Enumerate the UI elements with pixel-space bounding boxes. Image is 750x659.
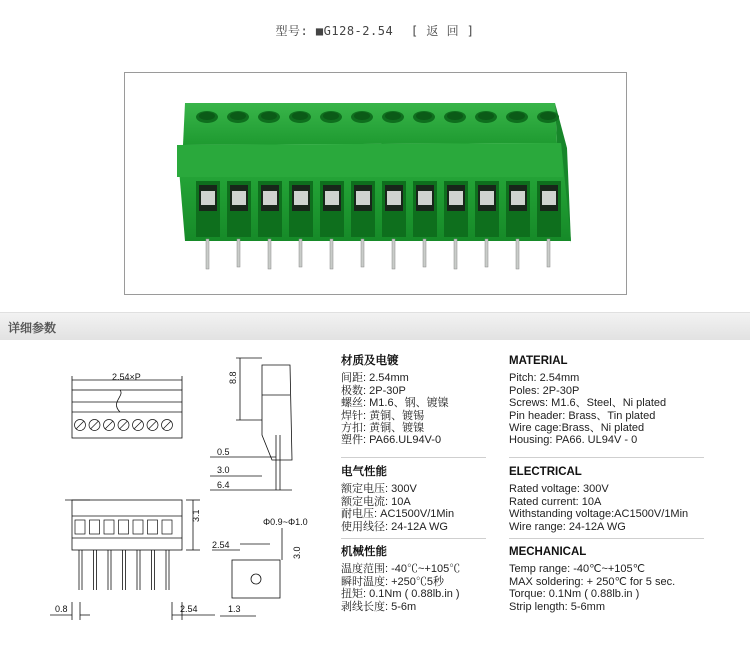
- specs-cn-electrical: [341, 466, 454, 533]
- solder-pin: [237, 239, 240, 267]
- dim-3-0-detail: 3.0: [292, 546, 302, 559]
- cn-electrical-title: 电气性能: [341, 466, 387, 478]
- dim-3-1: 3.1: [191, 509, 201, 522]
- wire-entry: [75, 520, 85, 534]
- en-material-line: Pitch: 2.54mm: [509, 372, 580, 385]
- en-electrical-line: Rated current: 10A: [509, 495, 602, 508]
- cn-mechanical-title: 机械性能: [341, 546, 387, 558]
- back-link[interactable]: [ 返 回 ]: [410, 24, 475, 38]
- cn-mechanical-line: 瞬时温度: +250℃5秒: [341, 575, 445, 588]
- divider: [509, 457, 704, 458]
- en-material-line: Pin header: Brass、Tin plated: [509, 409, 656, 422]
- dim-0-8: 0.8: [55, 604, 68, 614]
- dim-2-54-side: 2.54: [212, 540, 230, 550]
- dim-1-3: 1.3: [228, 604, 241, 614]
- cn-mechanical-line: 温度范围: -40℃~+105℃: [341, 563, 461, 576]
- cn-electrical-line: 额定电流: 10A: [341, 495, 411, 508]
- solder-pin: [454, 239, 457, 269]
- cn-material-line: 焊针: 黄铜、镀锡: [341, 409, 425, 422]
- en-electrical-line: Rated voltage: 300V: [509, 483, 609, 496]
- divider: [341, 538, 486, 539]
- solder-pin: [330, 239, 333, 269]
- dim-3-0: 3.0: [217, 465, 230, 475]
- dim-2-54-bottom: 2.54: [180, 604, 198, 614]
- wire-entry: [162, 520, 172, 534]
- cn-material-line: 极数: 2P-30P: [341, 384, 406, 397]
- section-bar: [0, 312, 750, 340]
- dim-6-4: 6.4: [217, 480, 230, 490]
- technical-drawing: [0, 340, 330, 640]
- terminal-block-image: [125, 73, 628, 296]
- wire-entry: [90, 520, 100, 534]
- cn-mechanical-line: 扭矩: 0.1Nm ( 0.88lb.in ): [341, 588, 460, 601]
- en-material-line: Screws: M1.6、Steel、Ni plated: [509, 397, 667, 410]
- specs-en-electrical: [509, 466, 688, 533]
- cn-material-line: 塑件: PA66.UL94V-0: [341, 434, 442, 447]
- specs-en-material: [509, 355, 666, 447]
- cn-material-line: 间距: 2.54mm: [341, 372, 409, 385]
- en-electrical-line: Wire range: 24-12A WG: [509, 520, 626, 533]
- cn-material-line: 螺丝: M1.6、钢、镀镍: [341, 397, 449, 410]
- wire-entry: [104, 520, 114, 534]
- en-material-title: MATERIAL: [509, 355, 568, 367]
- en-electrical-line: Withstanding voltage:AC1500V/1Min: [509, 508, 689, 521]
- en-material-line: Wire cage:Brass、Ni plated: [509, 422, 645, 435]
- wire-entry: [133, 520, 143, 534]
- solder-pin: [516, 239, 519, 269]
- en-mechanical-line: Torque: 0.1Nm ( 0.88lb.in ): [509, 588, 640, 601]
- cn-electrical-line: 使用线径: 24-12A WG: [341, 520, 448, 533]
- en-material-line: Poles: 2P-30P: [509, 384, 580, 397]
- en-mechanical-line: MAX soldering: + 250℃ for 5 sec.: [509, 575, 676, 588]
- solder-pin: [547, 239, 550, 267]
- solder-pin: [392, 239, 395, 269]
- solder-pin: [299, 239, 302, 267]
- specs-cn-material: [341, 355, 449, 447]
- en-mechanical-title: MECHANICAL: [509, 546, 587, 558]
- product-photo: [124, 72, 627, 295]
- solder-pin: [361, 239, 364, 267]
- en-mechanical-line: Strip length: 5-6mm: [509, 600, 605, 613]
- en-mechanical-line: Temp range: -40℃~+105℃: [509, 563, 646, 576]
- wire-entry: [148, 520, 158, 534]
- solder-pin: [268, 239, 271, 269]
- cn-electrical-line: 耐电压: AC1500V/1Min: [341, 508, 455, 521]
- cn-material-line: 方扣: 黄铜、镀镍: [341, 422, 425, 435]
- solder-pin: [423, 239, 426, 267]
- model-header: [0, 22, 750, 39]
- section-title: 详细参数: [8, 321, 57, 335]
- dim-0-5: 0.5: [217, 447, 230, 457]
- dim-pin-diameter: Φ0.9~Φ1.0: [263, 517, 308, 527]
- cn-mechanical-line: 剥线长度: 5-6m: [341, 600, 417, 613]
- en-material-line: Housing: PA66. UL94V - 0: [509, 434, 638, 447]
- specs-cn-mechanical: [341, 546, 460, 613]
- solder-pin: [485, 239, 488, 267]
- cn-electrical-line: 额定电压: 300V: [341, 483, 417, 496]
- specs-en-mechanical: [509, 546, 675, 613]
- solder-pin: [206, 239, 209, 269]
- model-number: ■G128-2.54: [315, 24, 394, 38]
- dim-8-8: 8.8: [228, 371, 238, 384]
- pitch-dimension: 2.54×P: [112, 372, 141, 382]
- en-electrical-title: ELECTRICAL: [509, 466, 582, 478]
- wire-entry: [119, 520, 129, 534]
- divider: [509, 538, 704, 539]
- cn-material-title: 材质及电镀: [341, 355, 399, 367]
- model-label: 型号:: [275, 24, 309, 38]
- divider: [341, 457, 486, 458]
